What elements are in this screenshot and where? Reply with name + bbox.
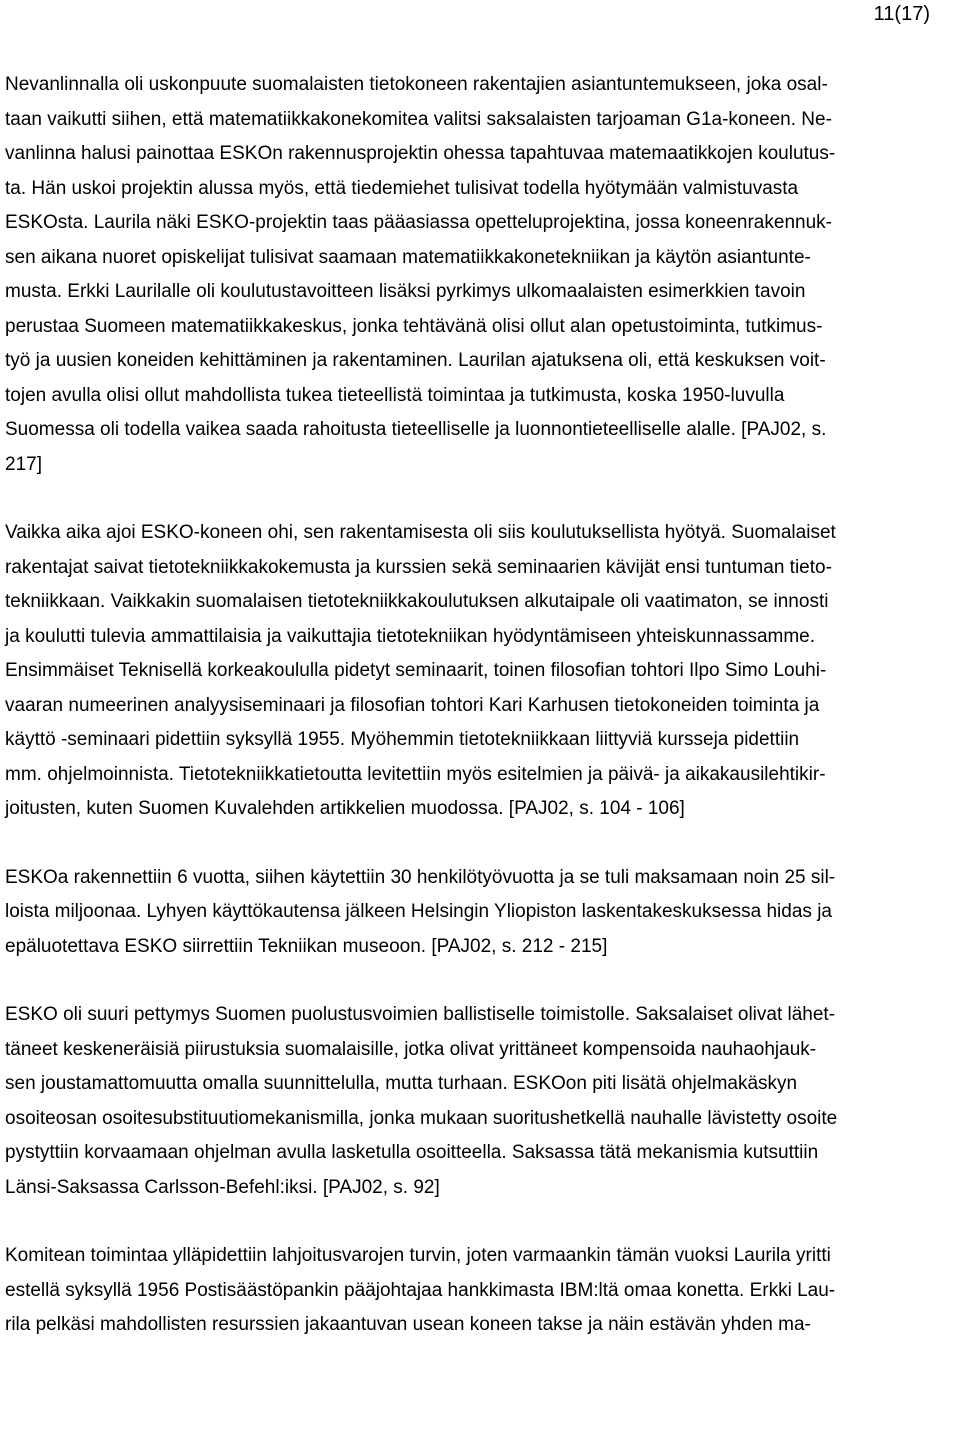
body-text xyxy=(5,68,956,1343)
paragraph-koulutuksellinen-hyoty: Vaikka aika ajoi ESKO-koneen ohi, sen rakentamisesta oli siis koulutuksellista hyötyä. Suomalaiset rakentajat saivat tietotekniikkakokemusta ja kurssien sekä seminaarien kävijät ensi tuntuman tieto- tekniikkaan. Vaikkakin suomalaisen tietotekniikkakoulutuksen alkutaipale oli vaatimaton, se innosti ja koulutti tulevia ammattilaisia ja vaikuttajia tietotekniikan hyödyntämiseen yhteiskunnassamme. Ensimmäiset Teknisellä korkeakoululla pidetyt seminaarit, toinen filosofian tohtori Ilpo Simo Louhi- vaaran numeerinen analyysiseminaari ja filosofian tohtori Kari Karhusen tietokoneiden toiminta ja käyttö -seminaari pidettiin syksyllä 1955. Myöhemmin tietotekniikkaan liittyviä kursseja pidettiin mm. ohjelmoinnista. Tietotekniikkatietoutta levitettiin myös esitelmien ja päivä- ja aikakausilehtikir- joitusten, kuten Suomen Kuvalehden artikkelien muodossa. [PAJ02, s. 104 - 106] xyxy=(5,522,836,819)
paragraph-nevanlinna: Nevanlinnalla oli uskonpuute suomalaisten tietokoneen rakentajien asiantuntemukseen, joka osal- taan vaikutti siihen, että matematiikkakonekomitea valitsi saksalaisten tarjoaman G1a-koneen. Ne- vanlinna halusi painottaa ESKOn rakennusprojektin ohessa tapahtuvaa matemaatikkojen koulutus- ta. Hän uskoi projektin alussa myös, että tiedemiehet tulisivat todella hyötymään valmistuvasta ESKOsta. Laurila näki ESKO-projektin taas pääasiassa opetteluprojektina, jossa koneenrakennuk- sen aikana nuoret opiskelijat tulisivat saamaan matematiikkakonetekniikan ja käytön asiantunte- musta. Erkki Laurilalle oli koulutustavoitteen lisäksi pyrkimys ulkomaalaisten esimerkkien tavoin perustaa Suomeen matematiikkakeskus, jonka tehtävänä olisi ollut alan opetustoiminta, tutkimus- työ ja uusien koneiden kehittäminen ja rakentaminen. Laurilan ajatuksena oli, että keskuksen voit- tojen avulla olisi ollut mahdollista tukea tieteellistä toimintaa ja tutkimusta, koska 1950-luvulla Suomessa oli todella vaikea saada rahoitusta tieteelliselle ja luonnontieteelliselle alalle. [PAJ02, s. 217] xyxy=(5,74,836,475)
paragraph-rakennusaika: ESKOa rakennettiin 6 vuotta, siihen käytettiin 30 henkilötyövuotta ja se tuli maksamaan noin 25 sil- loista miljoonaa. Lyhyen käyttökautensa jälkeen Helsingin Yliopiston laskentakeskuksessa hidas ja epäluotettava ESKO siirrettiin Tekniikan museoon. [PAJ02, s. 212 - 215] xyxy=(5,866,836,957)
paragraph-pettymys: ESKO oli suuri pettymys Suomen puolustusvoimien ballistiselle toimistolle. Saksalaiset olivat lähet- täneet keskeneräisiä piirustuksia suomalaisille, jotka olivat yrittäneet kompensoida nauhaohjauk- sen joustamattomuutta omalla suunnittelulla, mutta turhaan. ESKOon piti lisätä ohjelmakäskyn osoiteosan osoitesubstituutiomekanismilla, jonka mukaan suoritushetkellä nauhalle lävistetty osoite pystyttiin korvaamaan ohjelman avulla lasketulla osoitteella. Saksassa tätä mekanismia kutsuttiin Länsi-Saksassa Carlsson-Befehl:iksi. [PAJ02, s. 92] xyxy=(5,1004,838,1198)
page-number: 11(17) xyxy=(873,3,930,25)
paragraph-komitea: Komitean toimintaa ylläpidettiin lahjoitusvarojen turvin, joten varmaankin tämän vuoksi Laurila yritti estellä syksyllä 1956 Postisäästöpankin pääjohtajaa hankkimasta IBM:ltä omaa konetta. Erkki Lau- rila pelkäsi mahdollisten resurssien jakaantuvan usean koneen takse ja näin estävän yhden ma- xyxy=(5,1245,836,1335)
